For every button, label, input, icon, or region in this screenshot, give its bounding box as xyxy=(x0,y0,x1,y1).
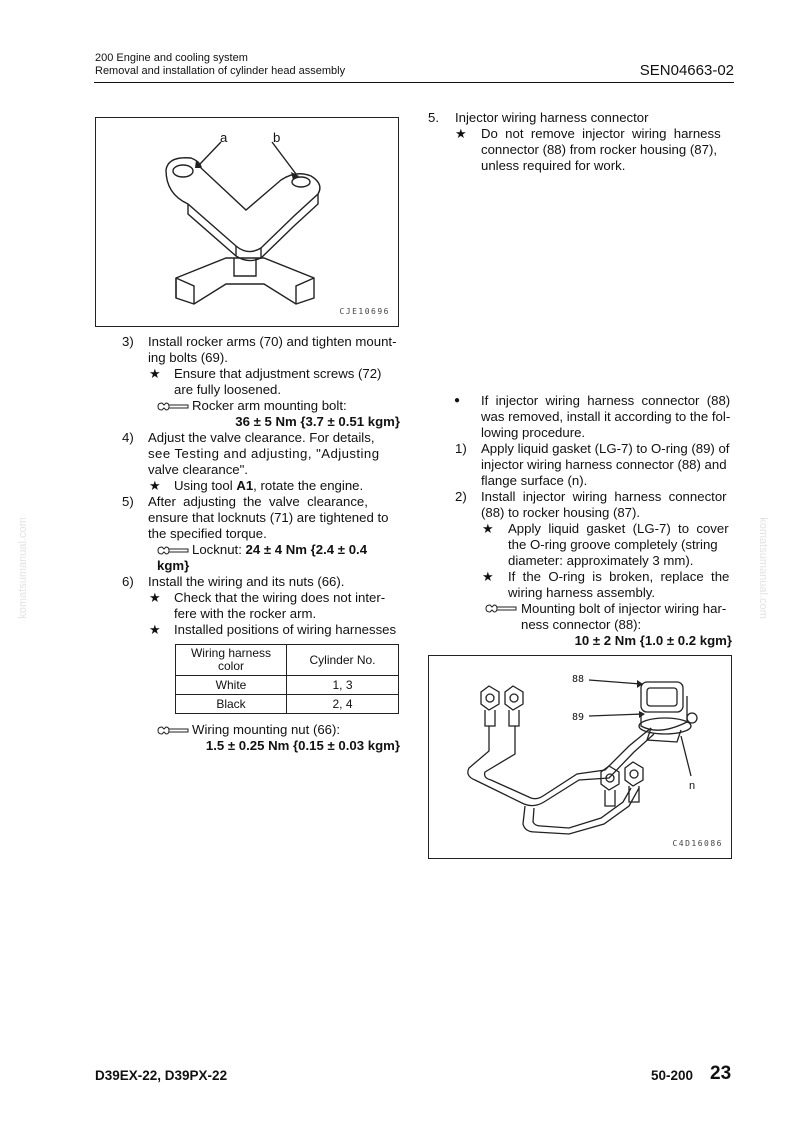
table-header-row xyxy=(176,645,399,676)
step-text: Install injector wiring harness connector xyxy=(481,489,727,504)
star-icon: ★ xyxy=(149,366,161,381)
bullet-text: lowing procedure. xyxy=(481,425,586,440)
step-text: Install rocker arms (70) and tighten mount- xyxy=(148,334,397,349)
note-text: the O-ring groove completely (string xyxy=(508,537,718,552)
wiring-harness-table xyxy=(175,644,399,714)
subsection-title: Removal and installation of cylinder head assembly xyxy=(95,65,346,77)
note-star xyxy=(95,590,400,622)
torque-spec xyxy=(95,398,400,414)
torque-spec xyxy=(428,601,732,633)
watermark-left: komatsumanual.com xyxy=(16,517,29,619)
torque-label: Mounting bolt of injector wiring har- xyxy=(521,601,727,616)
label-a: a xyxy=(220,130,228,145)
left-column xyxy=(95,334,400,754)
note-text: connector (88) from rocker housing (87), xyxy=(481,142,718,157)
torque-value: 10 ± 2 Nm {1.0 ± 0.2 kgm} xyxy=(574,633,732,648)
star-icon: ★ xyxy=(149,478,161,493)
note-text: Do not remove injector wiring harness xyxy=(481,126,721,141)
torque-value: 24 ± 4 Nm {2.4 ± 0.4 kgm} xyxy=(157,542,368,573)
star-icon: ★ xyxy=(482,521,494,536)
label-89: 89 xyxy=(572,712,585,723)
torque-label: ness connector (88): xyxy=(521,617,642,632)
step-text: ensure that locknuts (71) are tightened to xyxy=(148,510,389,525)
star-icon: ★ xyxy=(455,126,467,141)
note-text: Apply liquid gasket (LG-7) to cover xyxy=(508,521,729,536)
torque-value: 36 ± 5 Nm {3.7 ± 0.51 kgm} xyxy=(235,414,400,429)
figure-code: C4D16086 xyxy=(672,839,723,848)
note-text: fere with the rocker arm. xyxy=(174,606,317,621)
torque-spec xyxy=(95,542,400,574)
step-text: flange surface (n). xyxy=(481,473,588,488)
torque-label: Wiring mounting nut (66): xyxy=(192,722,341,737)
torque-spec xyxy=(95,722,400,738)
torque-label: Rocker arm mounting bolt: xyxy=(192,398,347,413)
note-text: unless required for work. xyxy=(481,158,626,173)
right-column-procedure xyxy=(428,393,732,649)
note-star xyxy=(428,521,732,569)
table-cell: 1, 3 xyxy=(287,676,399,695)
step-number: 1) xyxy=(455,441,467,456)
step-text: the specified torque. xyxy=(148,526,267,541)
table-cell: 2, 4 xyxy=(287,695,399,714)
note-text: wiring harness assembly. xyxy=(508,585,656,600)
section-title: 200 Engine and cooling system xyxy=(95,52,248,64)
label-n: n xyxy=(689,780,696,792)
bullet-icon: ● xyxy=(454,395,461,406)
bullet-text: was removed, install it according to the fol- xyxy=(481,409,731,424)
note-text: diameter: approximately 3 mm). xyxy=(508,553,694,568)
footer-models: D39EX-22, D39PX-22 xyxy=(95,1068,228,1083)
tool-name: A1 xyxy=(236,478,254,493)
step-4 xyxy=(95,430,400,478)
step-2 xyxy=(428,489,732,521)
note-star xyxy=(95,622,400,638)
step-number: 6) xyxy=(122,574,134,589)
wrench-icon xyxy=(157,546,189,555)
step-1 xyxy=(428,441,732,489)
step-text: Apply liquid gasket (LG-7) to O-ring (89) of xyxy=(481,441,730,456)
step-6 xyxy=(95,574,400,590)
note-text: , rotate the engine. xyxy=(253,478,364,493)
note-text: Check that the wiring does not inter- xyxy=(174,590,386,605)
table-header-cylinder: Cylinder No. xyxy=(287,645,399,676)
step-3 xyxy=(95,334,400,366)
footer-page-code: 50-200 xyxy=(651,1068,694,1083)
note-text: are fully loosened. xyxy=(174,382,282,397)
star-icon: ★ xyxy=(149,622,161,637)
torque-value: 1.5 ± 0.25 Nm {0.15 ± 0.03 kgm} xyxy=(205,738,400,753)
bullet-text: If injector wiring harness connector (88) xyxy=(481,393,731,408)
note-star xyxy=(95,478,400,494)
table-row xyxy=(176,695,399,714)
table-cell: White xyxy=(176,676,287,695)
note-text: Ensure that adjustment screws (72) xyxy=(174,366,382,381)
figure-injector-harness xyxy=(428,655,732,859)
right-column-top xyxy=(428,110,732,174)
step-text: After adjusting the valve clearance, xyxy=(148,494,368,509)
step-number: 3) xyxy=(122,334,134,349)
figure-code: CJE10696 xyxy=(339,307,390,316)
wrench-icon xyxy=(485,604,517,613)
section-number: 5. xyxy=(428,110,439,125)
note-text: If the O-ring is broken, replace the xyxy=(508,569,730,584)
footer-page-number: 23 xyxy=(710,1063,732,1084)
step-number: 4) xyxy=(122,430,134,445)
torque-label: Locknut: xyxy=(192,542,246,557)
step-number: 2) xyxy=(455,489,467,504)
header-rule xyxy=(94,82,734,83)
section-title: Injector wiring harness connector xyxy=(455,110,649,125)
note-star xyxy=(428,126,732,174)
header-text: color xyxy=(217,659,244,673)
star-icon: ★ xyxy=(149,590,161,605)
table-cell: Black xyxy=(176,695,287,714)
header-text: Wiring harness xyxy=(190,646,272,660)
label-88: 88 xyxy=(572,674,585,685)
step-5 xyxy=(95,494,400,542)
note-star xyxy=(95,366,400,398)
table-header-color xyxy=(176,645,287,676)
step-text: (88) to rocker housing (87). xyxy=(481,505,641,520)
watermark-right: komatsumanual.com xyxy=(756,517,769,619)
step-text: injector wiring harness connector (88) and xyxy=(481,457,727,472)
step-text: Install the wiring and its nuts (66). xyxy=(148,574,345,589)
document-code: SEN04663-02 xyxy=(639,62,734,79)
note-text: Using tool xyxy=(174,478,237,493)
wrench-icon xyxy=(157,402,189,411)
note-text: Installed positions of wiring harnesses xyxy=(174,622,397,637)
table-row xyxy=(176,676,399,695)
step-text: ing bolts (69). xyxy=(148,350,228,365)
label-b: b xyxy=(273,130,281,145)
rocker-arm-illustration xyxy=(96,118,398,326)
note-star xyxy=(428,569,732,601)
section-5-heading xyxy=(428,110,732,126)
running-header xyxy=(95,52,345,78)
step-text: valve clearance". xyxy=(148,462,248,477)
figure-rocker-arm xyxy=(95,117,399,327)
star-icon: ★ xyxy=(482,569,494,584)
step-text: Adjust the valve clearance. For details, xyxy=(148,430,375,445)
wrench-icon xyxy=(157,726,189,735)
step-text: see Testing and adjusting, "Adjusting xyxy=(148,446,380,461)
bullet-item xyxy=(428,393,732,441)
step-number: 5) xyxy=(122,494,134,509)
